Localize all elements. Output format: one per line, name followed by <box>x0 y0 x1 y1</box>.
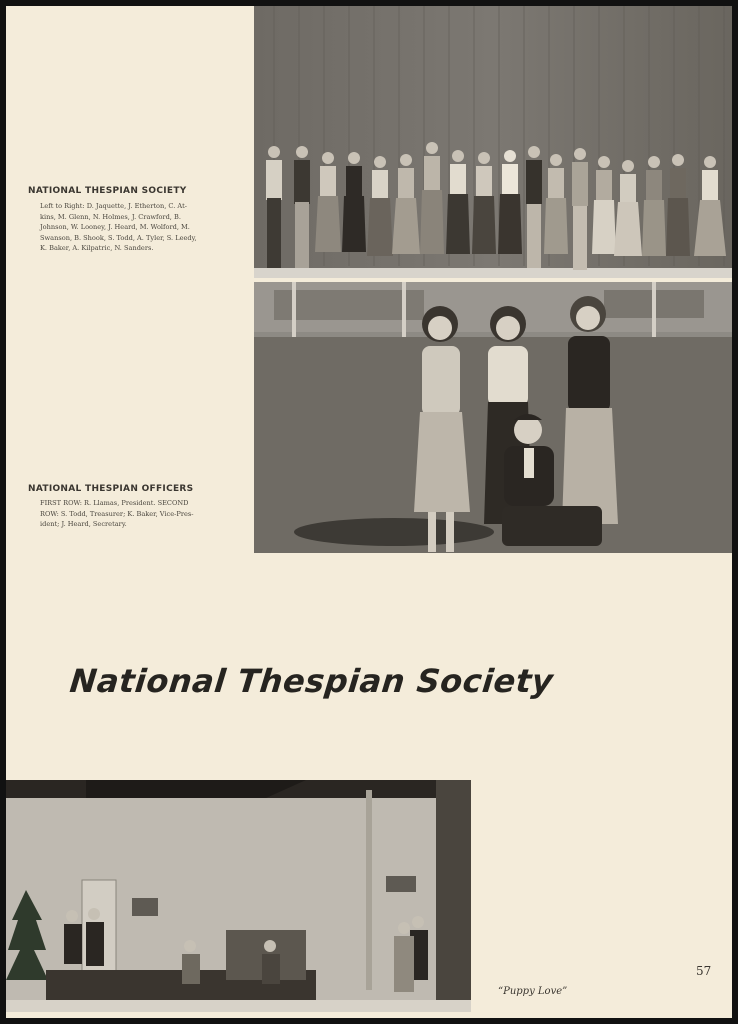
officers-caption-title: NATIONAL THESPIAN OFFICERS <box>28 484 194 494</box>
yearbook-page <box>6 6 732 1018</box>
page-title: National Thespian Society <box>68 662 556 700</box>
stage-play-illustration <box>6 780 471 1012</box>
caption-line: K. Baker, A. Kilpatric, N. Sanders. <box>40 244 154 253</box>
caption-line: Johnson, W. Looney, J. Heard, M. Wolford, M. <box>40 223 190 232</box>
caption-line: Swanson, B. Shook, S. Todd, A. Tyler, S. Leedy, <box>40 233 197 242</box>
caption-line: ident; J. Heard, Secretary. <box>40 520 127 529</box>
stage-group-illustration <box>254 6 732 278</box>
page-number: 57 <box>696 964 712 978</box>
society-group-photo <box>254 6 732 278</box>
caption-line: Left to Right: D. Jaquette, J. Etherton, C. At- <box>40 202 187 210</box>
caption-line: ROW: S. Todd, Treasurer; K. Baker, Vice-Pres- <box>40 509 194 518</box>
officers-photo <box>254 282 732 553</box>
officers-caption-body <box>40 498 230 530</box>
caption-line: kins, M. Glenn, N. Holmes, J. Crawford, B. <box>40 212 181 221</box>
officers-illustration <box>254 282 732 553</box>
play-photo <box>6 780 471 1012</box>
society-caption-body <box>40 201 230 254</box>
society-caption-title: NATIONAL THESPIAN SOCIETY <box>28 186 187 196</box>
play-caption: “Puppy Love” <box>498 986 568 997</box>
caption-line: FIRST ROW: R. Llamas, President. SECOND <box>40 499 189 507</box>
